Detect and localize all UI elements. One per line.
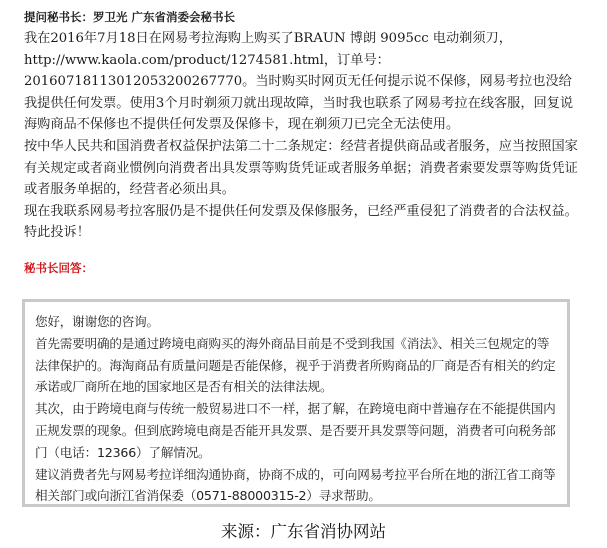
complaint-paragraph: 按中华人民共和国消费者权益保护法第二十二条规定：经营者提供商品或者服务，应当按照国家有关规定或者商业惯例向消费者出具发票等购货凭证或者服务单据；消费者索要发票等购货凭证或者服务单据的，经营者必须出具。	[24, 138, 578, 198]
complaint-paragraph: 我在2016年7月18日在网易考拉海购上购买了BRAUN 博朗 9095cc 电动剃须刀，http://www.kaola.com/product/1274581.html，订单号：20160718113012053200267770。当时购买时网页无任何提示说不保修，网易考拉也没给我提供任何发票。使用3个月时剃须刀就出现故障，当时我也联系了网易考拉在线客服，回复说海购商品不保修也不提供任何发票及保修卡，现在剃须刀已完全无法使用。	[24, 31, 574, 133]
answer-box	[22, 299, 570, 507]
answer-paragraph: 首先需要明确的是通过跨境电商购买的海外商品目前是不受到我国《消法》、相关三包规定的等法律保护的。海淘商品有质量问题是否能保修，视乎于消费者所购商品的厂商是否有相关的约定承诺或厂商所在地的国家地区是否有相关的法律法规。	[35, 335, 556, 395]
complaint-section	[24, 8, 584, 244]
question-header: 提问秘书长：罗卫光 广东省消委会秘书长	[24, 10, 236, 24]
answer-paragraph: 其次，由于跨境电商与传统一般贸易进口不一样，据了解，在跨境电商中普遍存在不能提供国内正规发票的现象。但到底跨境电商是否能开具发票、是否要开具发票等问题，消费者可向税务部门（电话：12366）了解情况。	[35, 401, 556, 460]
complaint-paragraph: 现在我联系网易考拉客服仍是不提供任何发票及保修服务，已经严重侵犯了消费者的合法权益。	[24, 203, 578, 219]
complaint-body	[24, 28, 584, 244]
answer-paragraph: 您好，谢谢您的咨询。	[35, 314, 159, 329]
source-caption: 来源：广东省消协网站	[221, 522, 386, 541]
complaint-paragraph: 特此投诉！	[24, 225, 90, 241]
answer-paragraph: 建议消费者先与网易考拉详细沟通协商，协商不成的，可向网易考拉平台所在地的浙江省工商等相关部门或向浙江省消保委（0571-88000315-2）寻求帮助。	[35, 466, 556, 504]
answer-heading: 秘书长回答：	[24, 261, 93, 275]
